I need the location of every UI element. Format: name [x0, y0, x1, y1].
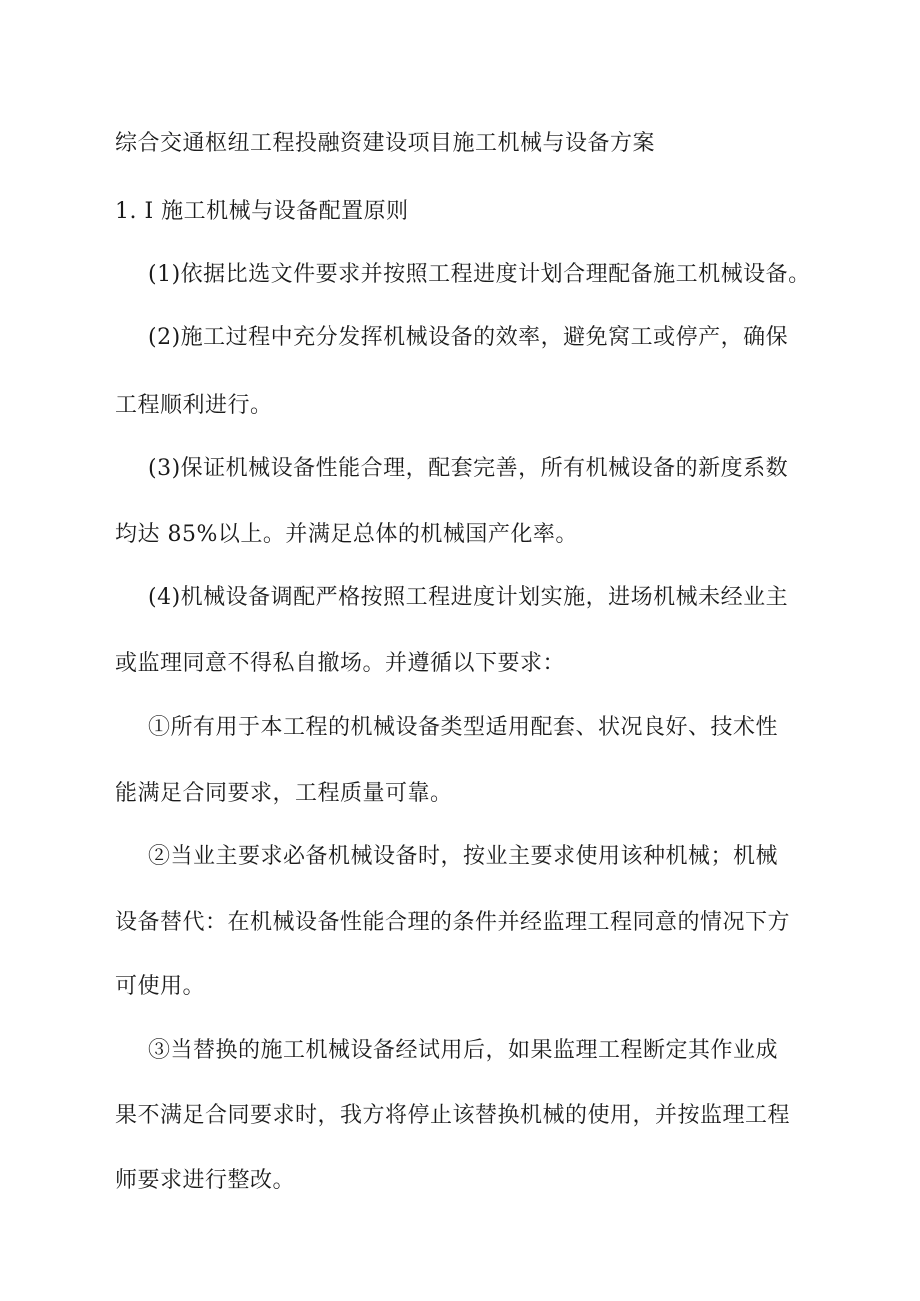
paragraph-line: (3)保证机械设备性能合理，配套完善，所有机械设备的新度系数	[148, 456, 789, 481]
paragraph-line: 均达 85%以上。并满足总体的机械国产化率。	[115, 522, 578, 547]
paragraph-line: 可使用。	[115, 974, 206, 999]
section-heading: 1. I 施工机械与设备配置原则	[115, 199, 409, 224]
paragraph-line: ③当替换的施工机械设备经试用后，如果监理工程断定其作业成	[148, 1038, 779, 1063]
paragraph-line: (1)依据比选文件要求并按照工程进度计划合理配备施工机械设备。	[148, 262, 811, 287]
paragraph-line: ②当业主要求必备机械设备时，按业主要求使用该种机械；机械	[148, 844, 779, 869]
paragraph-line: 工程顺利进行。	[115, 393, 273, 418]
paragraph-line: 能满足合同要求，工程质量可靠。	[115, 781, 453, 806]
paragraph-line: 设备替代：在机械设备性能合理的条件并经监理工程同意的情况下方	[115, 910, 791, 935]
paragraph-line: (2)施工过程中充分发挥机械设备的效率，避免窝工或停产，确保	[148, 325, 789, 350]
paragraph-line: 或监理同意不得私自撤场。并遵循以下要求：	[115, 651, 566, 676]
document-title: 综合交通枢纽工程投融资建设项目施工机械与设备方案	[115, 131, 656, 156]
paragraph-line: ①所有用于本工程的机械设备类型适用配套、状况良好、技术性	[148, 715, 779, 740]
paragraph-line: 果不满足合同要求时，我方将停止该替换机械的使用，并按监理工程	[115, 1103, 791, 1128]
paragraph-line: 师要求进行整改。	[115, 1168, 296, 1193]
paragraph-line: (4)机械设备调配严格按照工程进度计划实施，进场机械未经业主	[148, 585, 789, 610]
